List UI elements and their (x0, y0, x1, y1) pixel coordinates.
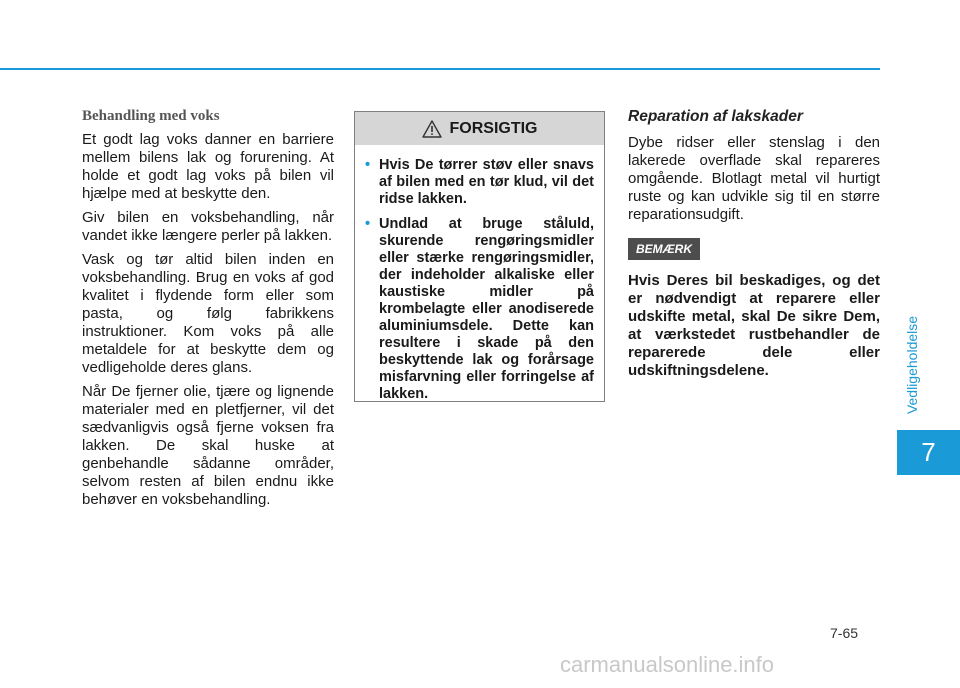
caution-item-text: Hvis De tørrer støv eller snavs af bilen med en tør klud, vil det ridse lakken. (379, 157, 594, 207)
section-side-label (897, 305, 927, 425)
waxing-heading: Behandling med voks (82, 108, 220, 124)
chapter-tab: 7 (897, 430, 960, 475)
bullet-icon: • (365, 157, 371, 173)
note-badge: BEMÆRK (628, 238, 700, 260)
caution-title: FORSIGTIG (449, 119, 538, 137)
watermark: carmanualsonline.info (560, 652, 775, 677)
waxing-paragraph: Når De fjerner olie, tjære og lignende materialer med en pletfjerner, vil det sædvanligvis også fjerne voksen fra lakken. De skal huske at genbehandle sådanne områder, selvom resten af bilen endnu ikke behøver en voksbehandling. (82, 383, 334, 508)
caution-item (365, 157, 594, 208)
bullet-icon: • (365, 216, 371, 232)
section-side-label-text: Vedligeholdelse (904, 315, 920, 415)
caution-header (355, 112, 604, 145)
waxing-paragraph: Et godt lag voks danner en barriere mellem bilens lak og forurening. At holde et godt lag voks på bilen vil hjælpe med at beskytte den. (82, 131, 334, 202)
paint-repair-heading: Reparation af lakskader (628, 108, 803, 125)
caution-body (355, 145, 604, 403)
caution-item (365, 216, 594, 403)
caution-item-text: Undlad at bruge ståluld, skurende rengøringsmidler eller stærke rengøringsmidler, der indeholder alkaliske eller kaustiske midler på krombelagte eller anodiserede aluminiumsdele. Dette kan resultere i skade på den beskyttende lak og forårsage misfarvning eller forringelse af lakken. (379, 216, 594, 402)
note-text: Hvis Deres bil beskadiges, og det er nødvendigt at reparere eller udskifte metal, skal De sikre Dem, at værkstedet rustbehandler de reparerede dele eller udskiftningsdelene. (628, 272, 880, 379)
page-number: 7-65 (830, 625, 859, 641)
waxing-paragraph: Vask og tør altid bilen inden en voksbehandling. Brug en voks af god kvalitet i flydende form eller som pasta, og følg fabrikkens instruktioner. Kom voks på alle metaldele for at beskytte dem og vedligeholde deres glans. (82, 251, 334, 376)
waxing-paragraph: Giv bilen en voksbehandling, når vandet ikke længere perler på lakken. (82, 209, 334, 244)
paint-repair-section (628, 108, 880, 380)
caution-box (354, 111, 605, 402)
waxing-section (82, 108, 334, 515)
paint-repair-paragraph: Dybe ridser eller stenslag i den lakerede overflade skal repareres omgående. Blotlagt metal vil hurtigt ruste og kan udvikle sig til en større reparationsudgift. (628, 134, 880, 223)
top-rule (0, 68, 880, 70)
warning-triangle-icon (422, 120, 442, 138)
